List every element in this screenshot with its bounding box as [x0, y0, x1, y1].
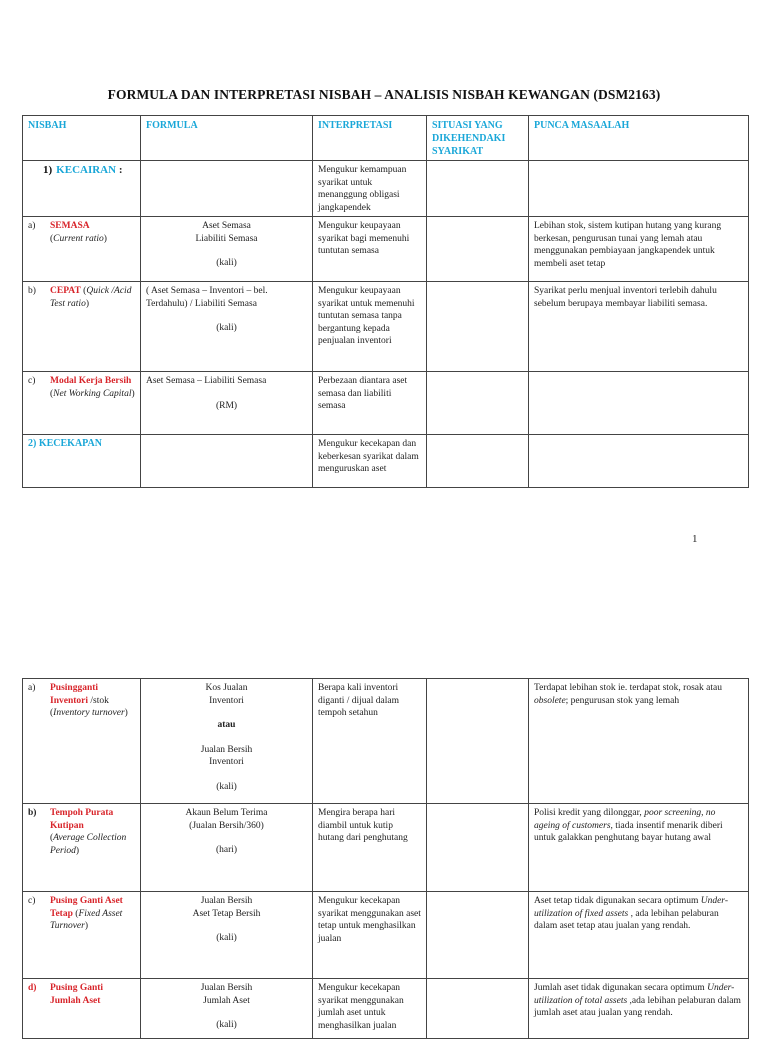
- formula-pusingganti-inventori: Kos Jualan Inventori atau Jualan Bersih Inventori (kali): [141, 679, 313, 804]
- table-row-modal-kerja: [23, 372, 749, 435]
- nisbah-pusing-ganti-jumlah-aset: d) Pusing Ganti Jumlah Aset: [23, 979, 141, 1039]
- formula-semasa: Aset Semasa Liabiliti Semasa (kali): [141, 217, 313, 282]
- section-kecairan: 1) KECAIRAN :: [23, 161, 141, 217]
- nisbah-pusing-ganti-aset-tetap: c) Pusing Ganti Aset Tetap (Fixed Asset Turnover): [23, 892, 141, 979]
- ratio-table-page-1: [22, 115, 749, 488]
- nisbah-pusingganti-inventori: a) Pusingganti Inventori /stok (Inventory turnover): [23, 679, 141, 804]
- header-formula: FORMULA: [141, 116, 313, 161]
- punca-pusing-ganti-aset-tetap: Aset tetap tidak digunakan secara optimum Under-utilization of fixed assets , ada lebihan pelaburan dalam aset tetap atau jualan yang rendah.: [529, 892, 749, 979]
- table-row-pusingganti-inventori: [23, 679, 749, 804]
- interp-cepat: Mengukur keupayaan syarikat untuk memenuhi tuntutan semasa tanpa bergantung kepada penjualan inventori: [313, 282, 427, 372]
- section-row-kecairan: [23, 161, 749, 217]
- interp-modal-kerja: Perbezaan diantara aset semasa dan liabiliti semasa: [313, 372, 427, 435]
- punca-tempoh-purata-kutipan: Polisi kredit yang dilonggar, poor screening, no ageing of customers, tiada insentif menarik diberi untuk galakkan penghutang bayar hutang awal: [529, 804, 749, 892]
- formula-pusing-ganti-aset-tetap: Jualan Bersih Aset Tetap Bersih (kali): [141, 892, 313, 979]
- nisbah-semasa: a) SEMASA (Current ratio): [23, 217, 141, 282]
- interp-kecekapan: Mengukur kecekapan dan keberkesan syarikat dalam menguruskan aset: [313, 435, 427, 488]
- formula-modal-kerja: Aset Semasa – Liabiliti Semasa (RM): [141, 372, 313, 435]
- nisbah-tempoh-purata-kutipan: b) Tempoh Purata Kutipan (Average Collection Period): [23, 804, 141, 892]
- formula-pusing-ganti-jumlah-aset: Jualan Bersih Jumlah Aset (kali): [141, 979, 313, 1039]
- nisbah-modal-kerja: c) Modal Kerja Bersih (Net Working Capital): [23, 372, 141, 435]
- punca-pusing-ganti-jumlah-aset: Jumlah aset tidak digunakan secara optimum Under-utilization of total assets ,ada lebihan pelaburan dalam jumlah aset atau jualan yang rendah.: [529, 979, 749, 1039]
- document-title: FORMULA DAN INTERPRETASI NISBAH – ANALISIS NISBAH KEWANGAN (DSM2163): [107, 87, 661, 102]
- ratio-table-page-2: [22, 678, 749, 1039]
- page-number: 1: [692, 533, 698, 545]
- nisbah-cepat: b) CEPAT (Quick /Acid Test ratio): [23, 282, 141, 372]
- interp-pusingganti-inventori: Berapa kali inventori diganti / dijual dalam tempoh setahun: [313, 679, 427, 804]
- table-row-cepat: [23, 282, 749, 372]
- header-situasi: SITUASI YANG DIKEHENDAKI SYARIKAT: [427, 116, 529, 161]
- section-kecekapan: 2) KECEKAPAN: [23, 435, 141, 488]
- table-header-row: [23, 116, 749, 161]
- table-row-tempoh-purata-kutipan: [23, 804, 749, 892]
- header-nisbah: NISBAH: [23, 116, 141, 161]
- table-row-pusing-ganti-jumlah-aset: [23, 979, 749, 1039]
- header-interpretasi: INTERPRETASI: [313, 116, 427, 161]
- table-row-semasa: [23, 217, 749, 282]
- punca-cepat: Syarikat perlu menjual inventori terlebih dahulu sebelum berupaya membayar liabiliti semasa.: [529, 282, 749, 372]
- table-row-pusing-ganti-aset-tetap: [23, 892, 749, 979]
- punca-semasa: Lebihan stok, sistem kutipan hutang yang kurang berkesan, pengurusan tunai yang lemah atau menggunakan pembiayaan jangkapendek untuk membeli aset tetap: [529, 217, 749, 282]
- interp-tempoh-purata-kutipan: Mengira berapa hari diambil untuk kutip hutang dari penghutang: [313, 804, 427, 892]
- interp-pusing-ganti-aset-tetap: Mengukur kecekapan syarikat menggunakan aset tetap untuk menghasilkan jualan: [313, 892, 427, 979]
- formula-tempoh-purata-kutipan: Akaun Belum Terima (Jualan Bersih/360) (hari): [141, 804, 313, 892]
- punca-pusingganti-inventori: Terdapat lebihan stok ie. terdapat stok, rosak atau obsolete; pengurusan stok yang lemah: [529, 679, 749, 804]
- header-punca: PUNCA MASAALAH: [529, 116, 749, 161]
- interp-semasa: Mengukur keupayaan syarikat bagi memenuhi tuntutan semasa: [313, 217, 427, 282]
- formula-cepat: ( Aset Semasa – Inventori – bel. Terdahulu) / Liabiliti Semasa (kali): [141, 282, 313, 372]
- section-row-kecekapan: [23, 435, 749, 488]
- interp-pusing-ganti-jumlah-aset: Mengukur kecekapan syarikat menggunakan jumlah aset untuk menghasilkan jualan: [313, 979, 427, 1039]
- interp-kecairan: Mengukur kemampuan syarikat untuk menanggung obligasi jangkapendek: [313, 161, 427, 217]
